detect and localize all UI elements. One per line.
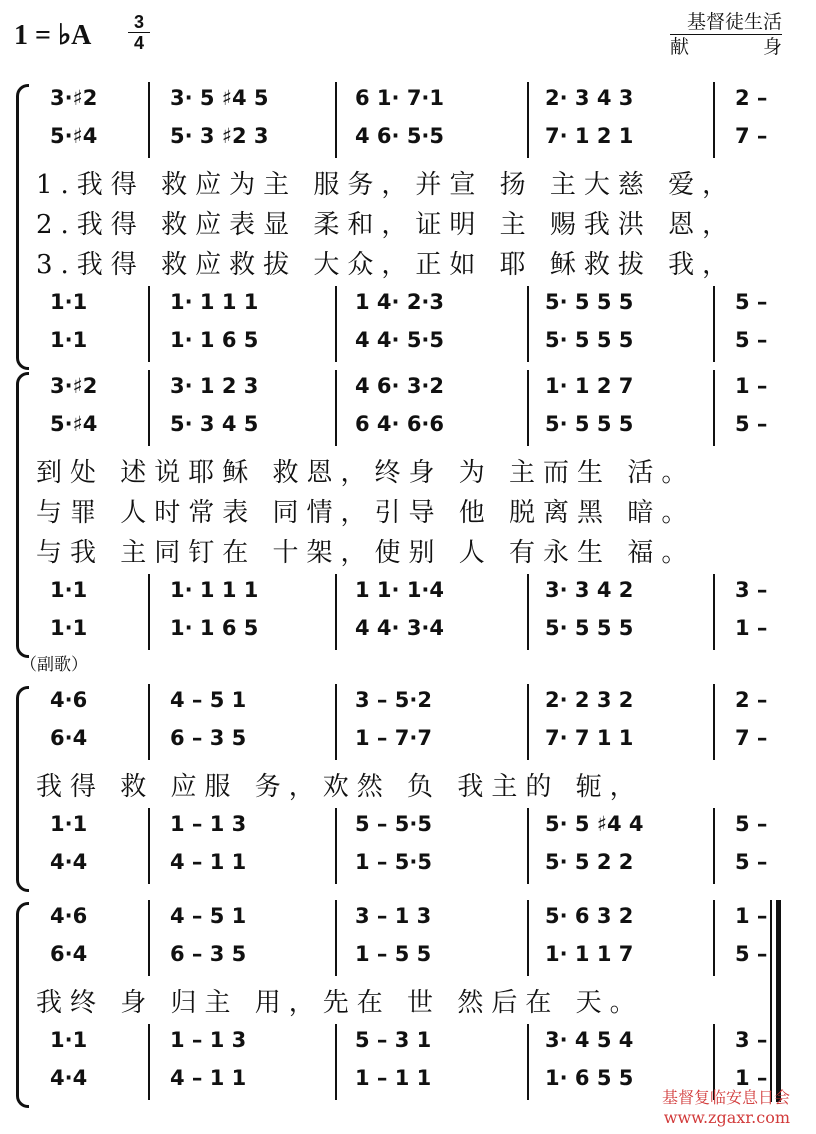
measure: 3·♯2 [50,86,98,110]
system-brace [16,372,29,658]
source-block [669,10,816,59]
barline [148,808,150,884]
lyric-line: 1.我得 救应为主 服务，并宣 扬 主大慈 爱， [36,170,737,200]
measure: 1· 1 6 5 [170,616,259,640]
measure: 2 – [735,688,768,712]
barline [713,82,715,158]
system-1 [0,80,800,368]
measure: 1·1 [50,290,88,314]
measure: 4·6 [50,688,88,712]
measure: 6 – 3 5 [170,942,247,966]
barline [713,286,715,362]
measure: 5· 5 ♯4 4 [545,812,644,836]
measure: 4·4 [50,1066,88,1090]
measure: 1 4· 2·3 [355,290,445,314]
measure: 1 – [735,1066,768,1090]
barline [713,684,715,760]
measure: 7 – [735,726,768,750]
measure: 1 1· 1·4 [355,578,445,602]
system-brace [16,902,29,1108]
song-title: 献 身 [669,36,816,58]
system-2 [0,368,800,656]
system-3 [0,682,800,890]
measure: 4·4 [50,850,88,874]
time-numerator: 3 [133,12,144,32]
measure: 3·♯2 [50,374,98,398]
measure: 2 – [735,86,768,110]
measure: 1 – 1 1 [355,1066,432,1090]
measure: 5 – [735,942,768,966]
measure: 7· 1 2 1 [545,124,634,148]
measure: 1 – 1 3 [170,812,247,836]
time-signature [128,12,150,53]
barline [335,286,337,362]
measure: 5· 5 2 2 [545,850,634,874]
measure: 1 – 5 5 [355,942,432,966]
measure: 5· 5 5 5 [545,328,634,352]
final-thick-barline [776,900,781,1102]
barline [527,808,529,884]
barline [148,370,150,446]
measure: 3 – 5·2 [355,688,432,712]
measure: 7· 7 1 1 [545,726,634,750]
measure: 5 – [735,850,768,874]
measure: 5 – [735,812,768,836]
measure: 1· 1 1 1 [170,578,259,602]
measure: 6 1· 7·1 [355,86,445,110]
measure: 3· 1 2 3 [170,374,259,398]
barline [148,900,150,976]
measure: 3 – 1 3 [355,904,432,928]
measure: 5· 5 5 5 [545,290,634,314]
measure: 5· 6 3 2 [545,904,634,928]
measure: 4 6· 3·2 [355,374,445,398]
measure: 1 – [735,374,768,398]
barline [335,808,337,884]
measure: 5 – [735,328,768,352]
measure: 3 – [735,1028,768,1052]
measure: 4 – 1 1 [170,850,247,874]
measure: 5 – [735,290,768,314]
measure: 1 – 1 3 [170,1028,247,1052]
measure: 1· 1 2 7 [545,374,634,398]
measure: 4 4· 3·4 [355,616,445,640]
barline [527,684,529,760]
final-thin-barline [770,900,772,1102]
measure: 1 – [735,904,768,928]
measure: 1·1 [50,1028,88,1052]
measure: 5 – 5·5 [355,812,432,836]
source-book: 基督徒生活 [670,10,782,35]
measure: 4 6· 5·5 [355,124,445,148]
watermark-name: 基督复临安息日会 [661,1088,790,1107]
measure: 1· 1 6 5 [170,328,259,352]
barline [335,82,337,158]
lyric-line: 2.我得 救应表显 柔和，证明 主 赐我洪 恩， [36,210,737,240]
barline [148,1024,150,1100]
measure: 5·♯4 [50,412,98,436]
barline [713,808,715,884]
lyric-line: 与罪 人时常表 同情，引导 他 脱离黑 暗。 [36,498,696,528]
barline [148,82,150,158]
watermark-url: www.zgaxr.com [663,1108,790,1127]
measure: 6 – 3 5 [170,726,247,750]
measure: 1· 1 1 7 [545,942,634,966]
system-4 [0,898,800,1106]
measure: 7 – [735,124,768,148]
lyric-line: 与我 主同钉在 十架，使别 人 有永生 福。 [36,538,696,568]
measure: 6·4 [50,942,88,966]
barline [335,1024,337,1100]
measure: 3· 3 4 2 [545,578,634,602]
barline [148,286,150,362]
measure: 3 – [735,578,768,602]
measure: 3· 4 5 4 [545,1028,634,1052]
time-denominator: 4 [128,32,150,53]
measure: 5·♯4 [50,124,98,148]
measure: 5 – 3 1 [355,1028,432,1052]
measure: 5· 3 4 5 [170,412,259,436]
system-brace [16,84,29,370]
barline [335,900,337,976]
refrain-label: （副歌） [20,655,88,675]
lyric-line: 我终 身 归主 用，先在 世 然后在 天。 [36,988,644,1018]
measure: 1 – 5·5 [355,850,432,874]
key-signature: 1 = ♭A [14,20,92,51]
measure: 1·1 [50,578,88,602]
measure: 4·6 [50,904,88,928]
barline [527,1024,529,1100]
watermark [662,1088,790,1128]
measure: 1 – 7·7 [355,726,432,750]
measure: 5· 5 5 5 [545,412,634,436]
barline [713,900,715,976]
barline [527,370,529,446]
measure: 1·1 [50,328,88,352]
system-brace [16,686,29,892]
lyric-line: 到处 述说耶稣 救恩，终身 为 主而生 活。 [36,458,696,488]
measure: 3· 5 ♯4 5 [170,86,269,110]
measure: 5 – [735,412,768,436]
barline [713,370,715,446]
measure: 6·4 [50,726,88,750]
barline [148,574,150,650]
measure: 5· 5 5 5 [545,616,634,640]
lyric-line: 我得 救 应服 务，欢然 负 我主的 轭， [36,772,644,802]
measure: 4 4· 5·5 [355,328,445,352]
measure: 5· 3 ♯2 3 [170,124,269,148]
lyric-line: 3.我得 救应救拔 大众，正如 耶 稣救拔 我， [36,250,737,280]
measure: 2· 2 3 2 [545,688,634,712]
measure: 2· 3 4 3 [545,86,634,110]
measure: 1 – [735,616,768,640]
barline [527,900,529,976]
measure: 6 4· 6·6 [355,412,445,436]
measure: 1·1 [50,812,88,836]
measure: 4 – 5 1 [170,688,247,712]
barline [527,286,529,362]
measure: 4 – 5 1 [170,904,247,928]
measure: 1·1 [50,616,88,640]
barline [335,574,337,650]
measure: 4 – 1 1 [170,1066,247,1090]
barline [148,684,150,760]
barline [335,684,337,760]
barline [335,370,337,446]
barline [527,82,529,158]
barline [713,574,715,650]
barline [527,574,529,650]
measure: 1· 1 1 1 [170,290,259,314]
measure: 1· 6 5 5 [545,1066,634,1090]
